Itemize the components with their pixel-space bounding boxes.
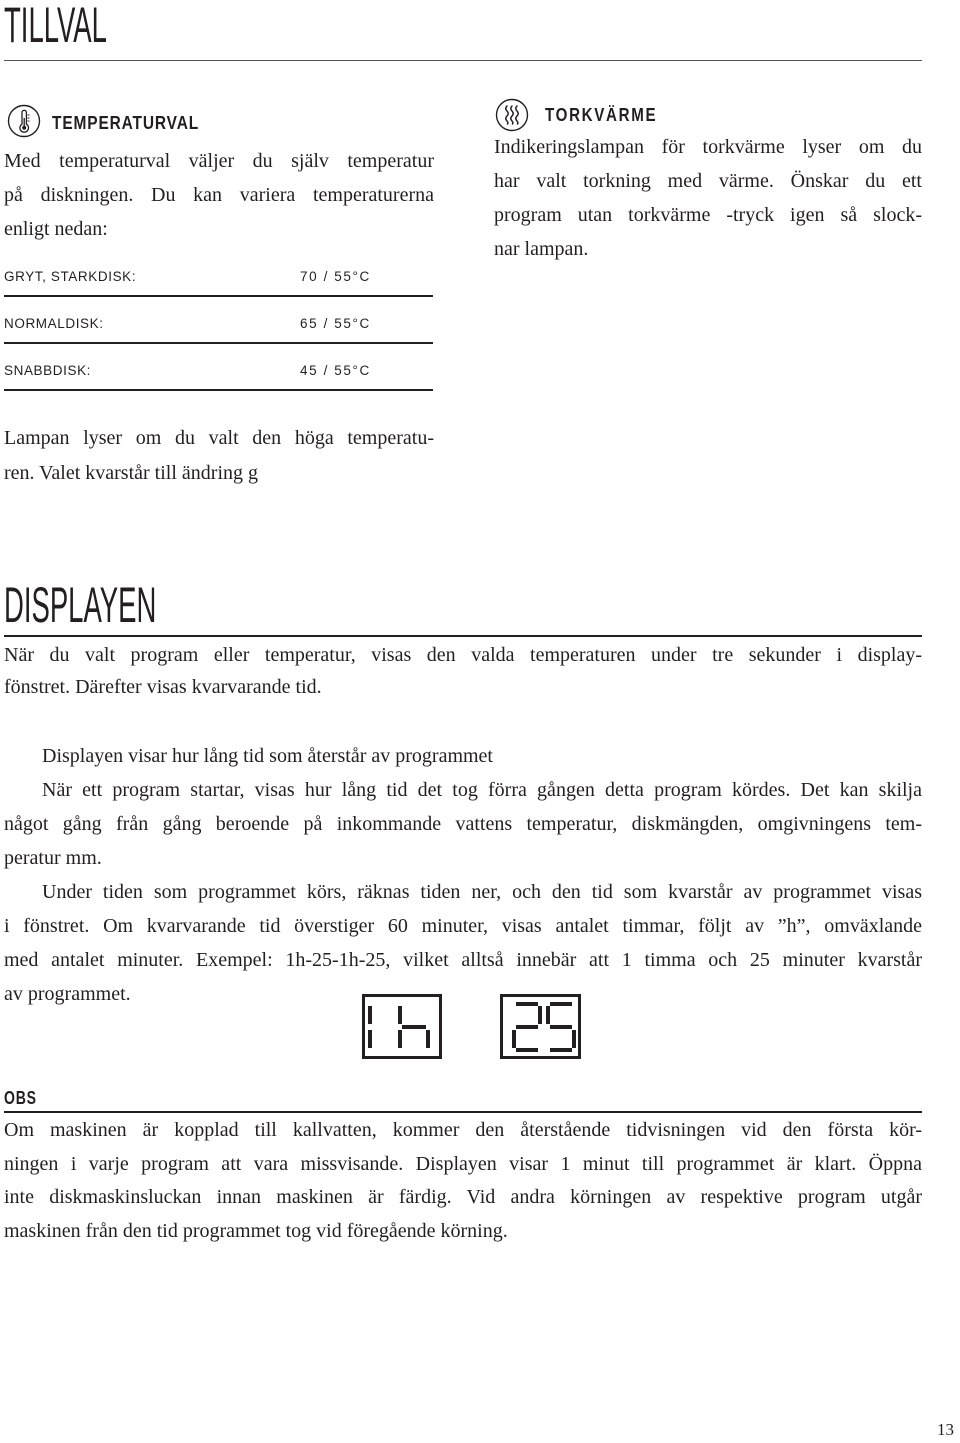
temperaturval-heading: TEMPERATURVAL: [52, 113, 200, 133]
text-line: När ett program startar, visas hur lång tid det tog förra gången detta program kördes. Det kan skilja: [42, 779, 922, 801]
obs-divider: [4, 1111, 922, 1113]
displayen-heading-wrap: [4, 577, 281, 633]
obs-heading-wrap: [4, 1089, 46, 1109]
text-line: Displayen visar hur lång tid som återstår av programmet: [42, 745, 493, 767]
thermometer-icon: [7, 104, 41, 138]
displayen-heading: DISPLAYEN: [4, 577, 157, 633]
torkvarme-text: [494, 130, 922, 266]
page-title: TILLVAL: [4, 0, 107, 53]
text-line: Om maskinen är kopplad till kallvatten, kommer den återstående tidvisningen vid den första kör-: [4, 1119, 922, 1141]
text-line: Med temperaturval väljer du själv temperatur: [4, 150, 434, 172]
table-divider: [4, 295, 433, 297]
text-line: Indikeringslampan för torkvärme lyser om du: [494, 136, 922, 158]
text-line: program utan torkvärme -tryck igen så slock-: [494, 204, 922, 226]
temperature-value: 65 / 55°C: [300, 316, 371, 331]
table-row: [0, 270, 440, 284]
displayen-divider: [4, 635, 922, 637]
text-line: har valt torkning med värme. Önskar du ett: [494, 170, 922, 192]
text-line: fönstret. Därefter visas kvarvarande tid.: [4, 676, 322, 698]
torkvarme-heading-wrap: [545, 106, 679, 126]
text-line: på diskningen. Du kan variera temperaturerna: [4, 184, 434, 206]
temperaturval-intro: [4, 144, 434, 246]
obs-heading: OBS: [4, 1088, 37, 1108]
text-line: ningen i varje program att vara missvisande. Displayen visar 1 minut till programmet är klart. Öppna: [4, 1152, 922, 1175]
displayen-body: [4, 739, 922, 1011]
temperature-value: 45 / 55°C: [300, 363, 371, 378]
page-number: 13: [937, 1420, 954, 1439]
steam-icon: [495, 98, 529, 132]
text-line: något gång från gång beroende på inkommande vattens temperatur, diskmängden, omgivningens tem-: [4, 813, 922, 835]
text-line: nar lampan.: [494, 238, 589, 260]
page-title-wrap: [4, 0, 191, 53]
program-label: GRYT, STARKDISK:: [4, 269, 137, 284]
obs-text: [4, 1114, 922, 1249]
text-line: När du valt program eller temperatur, visas den valda temperaturen under tre sekunder i display-: [4, 644, 922, 666]
program-label: SNABBDISK:: [4, 363, 92, 378]
text-line: Lampan lyser om du valt den höga temperatu-: [4, 427, 434, 449]
temperature-value: 70 / 55°C: [300, 269, 371, 284]
text-line: enligt nedan:: [4, 218, 108, 240]
table-row: [0, 317, 440, 331]
temperaturval-heading-wrap: [52, 114, 223, 134]
text-line: Under tiden som programmet körs, räknas tiden ner, och den tid som kvarstår av programmet visas: [42, 881, 922, 903]
table-divider: [4, 342, 433, 344]
text-line: i fönstret. Om kvarvarande tid överstiger 60 minuter, visas antalet timmar, följt av ”h”, omväxlande: [4, 915, 922, 937]
table-row: [0, 364, 440, 378]
display-hours-illustration: [362, 994, 442, 1059]
temperaturval-note: [4, 421, 434, 491]
torkvarme-heading: TORKVÄRME: [545, 105, 658, 125]
text-line: med antalet minuter. Exempel: 1h-25-1h-25, vilket alltså innebär att 1 timma och 25 minuter kvarstår: [4, 949, 922, 971]
table-divider: [4, 389, 433, 391]
text-line: ren. Valet kvarstår till ändring g: [4, 462, 259, 484]
displayen-intro: [4, 639, 922, 703]
text-line: inte diskmaskinsluckan innan maskinen är färdig. Vid andra körningen av respektive program utgår: [4, 1186, 922, 1209]
display-minutes-illustration: [500, 994, 581, 1059]
text-line: peratur mm.: [4, 847, 102, 869]
text-line: av programmet.: [4, 983, 131, 1005]
program-label: NORMALDISK:: [4, 316, 104, 331]
title-divider: [4, 60, 922, 61]
text-line: maskinen från den tid programmet tog vid föregående körning.: [4, 1220, 508, 1243]
